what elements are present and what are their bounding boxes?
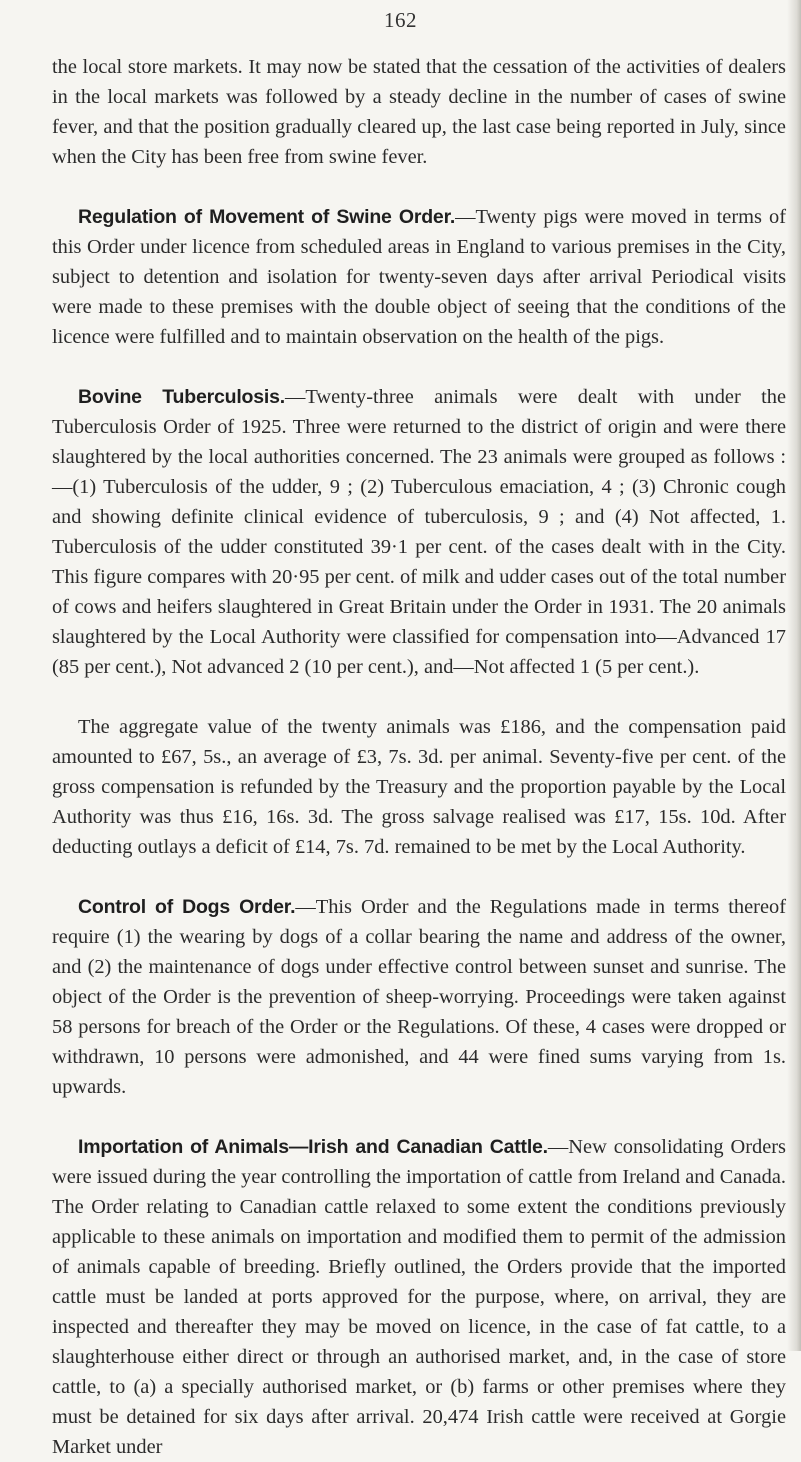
paragraph-control-of-dogs xyxy=(52,892,786,1102)
paragraph-text: —New consolidating Orders were issued during the year controlling the importation of cattle from Ireland and Canada. The Order relating to Canadian cattle relaxed to some extent the conditions previously applicable to these animals on importation and modified them to permit of the admission of animals capable of breeding. Briefly outlined, the Orders provide that the imported cattle must be landed at ports approved for the purpose, where, on arrival, they are inspected and thereafter they may be moved on licence, in the case of fat cattle, to a slaughterhouse either direct or through an authorised market, and, in the case of store cattle, to (a) a specially authorised market, or (b) farms or other premises where they must be detained for six days after arrival. 20,474 Irish cattle were received at Gorgie Market under xyxy=(52,1136,786,1458)
paragraph-text: —Twenty-three animals were dealt with under the Tuberculosis Order of 1925. Three were returned to the district of origin and were there slaughtered by the local authorities concerned. The 23 animals were grouped as follows :—(1) Tuberculosis of the udder, 9 ; (2) Tuberculous emaciation, 4 ; (3) Chronic cough and showing definite clinical evidence of tuberculosis, 9 ; and (4) Not affected, 1. Tuberculosis of the udder constituted 39·1 per cent. of the cases dealt with in the City. This figure compares with 20·95 per cent. of milk and udder cases out of the total number of cows and heifers slaughtered in Great Britain under the Order in 1931. The 20 animals slaughtered by the Local Authority were classified for compensation into—Advanced 17 (85 per cent.), Not advanced 2 (10 per cent.), and—Not affected 1 (5 per cent.). xyxy=(52,386,787,678)
paragraph-swine-movement xyxy=(52,202,786,352)
document-body xyxy=(52,52,786,1462)
page-edge-shadow xyxy=(787,0,801,1351)
section-heading-swine-movement: Regulation of Movement of Swine Order. xyxy=(78,206,456,228)
paragraph-bovine-tuberculosis xyxy=(52,382,786,682)
paragraph-text: —Twenty pigs were moved in terms of this Order under licence from scheduled areas in England to various premises in the City, subject to detention and isolation for twenty-seven days after arrival Periodical visits were made to these premises with the double object of seeing that the conditions of the licence were fulfilled and to maintain observation on the health of the pigs. xyxy=(52,206,786,348)
paragraph-text: —This Order and the Regulations made in terms thereof require (1) the wearing by dogs of a collar bearing the name and address of the owner, and (2) the maintenance of dogs under effective control between sunset and sunrise. The object of the Order is the prevention of sheep-worrying. Proceedings were taken against 58 persons for breach of the Order or the Regulations. Of these, 4 cases were dropped or withdrawn, 10 persons were admonished, and 44 were fined sums varying from 1s. upwards. xyxy=(52,896,786,1098)
paragraph-swine-fever: the local store markets. It may now be stated that the cessation of the activities of dealers in the local markets was followed by a steady decline in the number of cases of swine fever, and that the position gradually cleared up, the last case being reported in July, since when the City has been free from swine fever. xyxy=(52,56,786,168)
section-heading-control-of-dogs: Control of Dogs Order. xyxy=(78,896,296,918)
section-heading-importation: Importation of Animals—Irish and Canadian Cattle. xyxy=(78,1136,548,1158)
section-heading-bovine-tuberculosis: Bovine Tuberculosis. xyxy=(78,386,285,408)
paragraph-compensation: The aggregate value of the twenty animals was £186, and the compensation paid amounted to £67, 5s., an average of £3, 7s. 3d. per animal. Seventy-five per cent. of the gross compensation is refunded by the Treasury and the proportion payable by the Local Authority was thus £16, 16s. 3d. The gross salvage realised was £17, 15s. 10d. After deducting outlays a deficit of £14, 7s. 7d. remained to be met by the Local Authority. xyxy=(52,716,786,858)
paragraph-importation xyxy=(52,1132,786,1462)
page-number: 162 xyxy=(384,8,417,32)
